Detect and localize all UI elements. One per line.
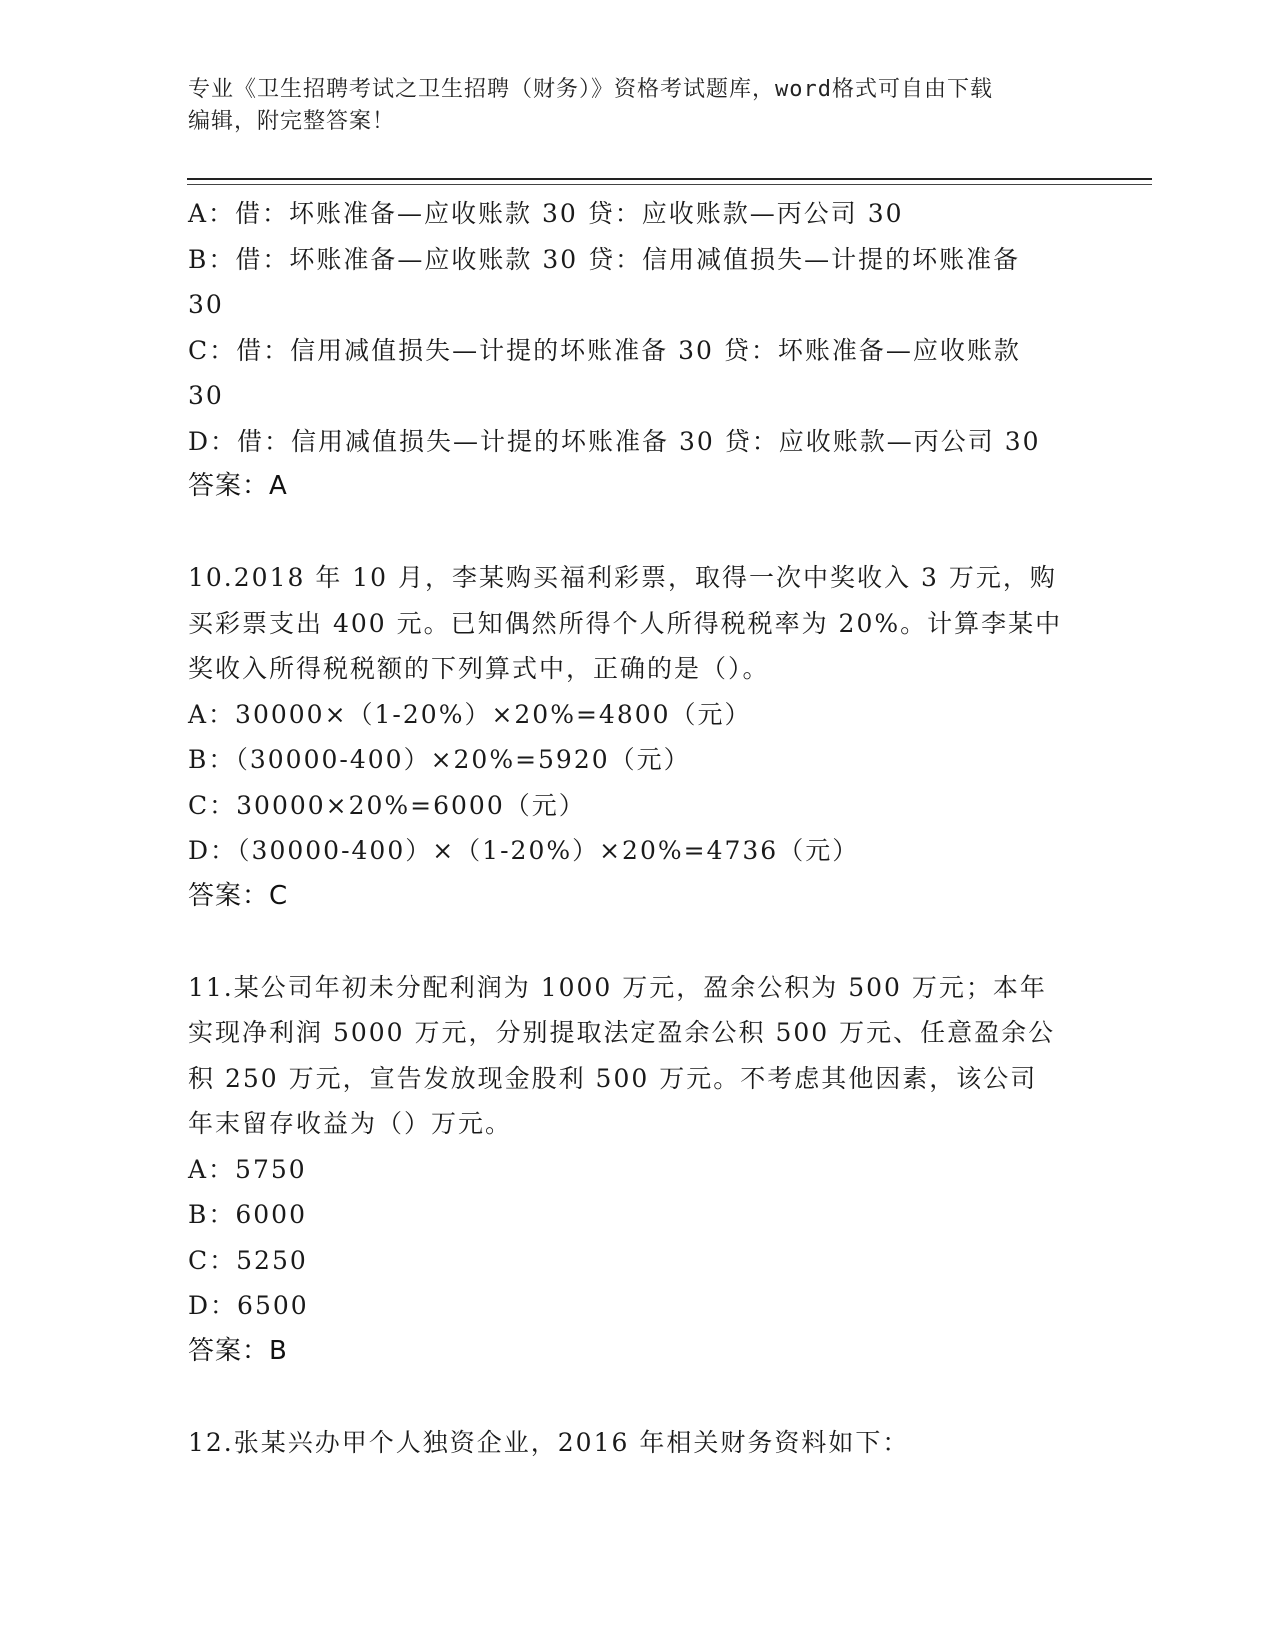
question-stem-line: 12.张某兴办甲个人独资企业，2016 年相关财务资料如下：: [188, 1427, 910, 1457]
question-stem-line: 11.某公司年初未分配利润为 1000 万元，盈余公积为 500 万元；本年: [188, 972, 1047, 1002]
option-d: D：6500: [188, 1291, 309, 1320]
option-c: C：30000×20%=6000（元）: [188, 790, 586, 820]
question-11: [188, 965, 1088, 1375]
answer-label: 答案：C: [188, 880, 289, 911]
header-line-1: 专业《卫生招聘考试之卫生招聘（财务）》资格考试题库，word格式可自由下载: [188, 77, 993, 102]
option-line: A：借：坏账准备—应收账款 30 贷：应收账款—丙公司 30: [188, 199, 904, 228]
option-d: D：（30000-400）×（1-20%）×20%=4736（元）: [188, 836, 860, 865]
spacer: [188, 1374, 1088, 1420]
question-stem-line: 年末留存收益为（）万元。: [188, 1109, 513, 1138]
question-12: [188, 1420, 1088, 1466]
question-9: [188, 191, 1088, 510]
option-b: B：6000: [188, 1200, 307, 1229]
header-line-2: 编辑，附完整答案！: [188, 109, 396, 134]
option-line: 30: [188, 290, 224, 319]
question-stem-line: 奖收入所得税税额的下列算式中，正确的是（）。: [188, 654, 770, 683]
option-b: B：（30000-400）×20%=5920（元）: [188, 745, 691, 774]
option-a: A：5750: [188, 1154, 307, 1184]
question-10: [188, 555, 1088, 919]
header-divider-thick: [187, 178, 1152, 180]
spacer: [188, 919, 1088, 965]
option-line: C：借：信用减值损失—计提的坏账准备 30 贷：坏账准备—应收账款: [188, 335, 1021, 365]
header-divider-thin: [187, 184, 1152, 185]
answer-label: 答案：A: [188, 471, 288, 501]
option-line: 30: [188, 381, 224, 410]
spacer: [188, 510, 1088, 556]
question-stem-line: 10.2018 年 10 月，李某购买福利彩票，取得一次中奖收入 3 万元，购: [188, 563, 1057, 592]
answer-label: 答案：B: [188, 1335, 288, 1366]
question-stem-line: 积 250 万元，宣告发放现金股利 500 万元。不考虑其他因素，该公司: [188, 1063, 1038, 1093]
document-header: [188, 74, 1088, 138]
question-stem-line: 买彩票支出 400 元。已知偶然所得个人所得税税率为 20%。计算李某中: [188, 608, 1063, 638]
option-c: C：5250: [188, 1245, 308, 1275]
option-a: A：30000×（1-20%）×20%=4800（元）: [188, 699, 752, 729]
question-content: [188, 191, 1088, 1465]
option-line: B：借：坏账准备—应收账款 30 贷：信用减值损失—计提的坏账准备: [188, 244, 1021, 274]
question-stem-line: 实现净利润 5000 万元，分别提取法定盈余公积 500 万元、任意盈余公: [188, 1018, 1056, 1047]
option-line: D：借：信用减值损失—计提的坏账准备 30 贷：应收账款—丙公司 30: [188, 426, 1041, 456]
